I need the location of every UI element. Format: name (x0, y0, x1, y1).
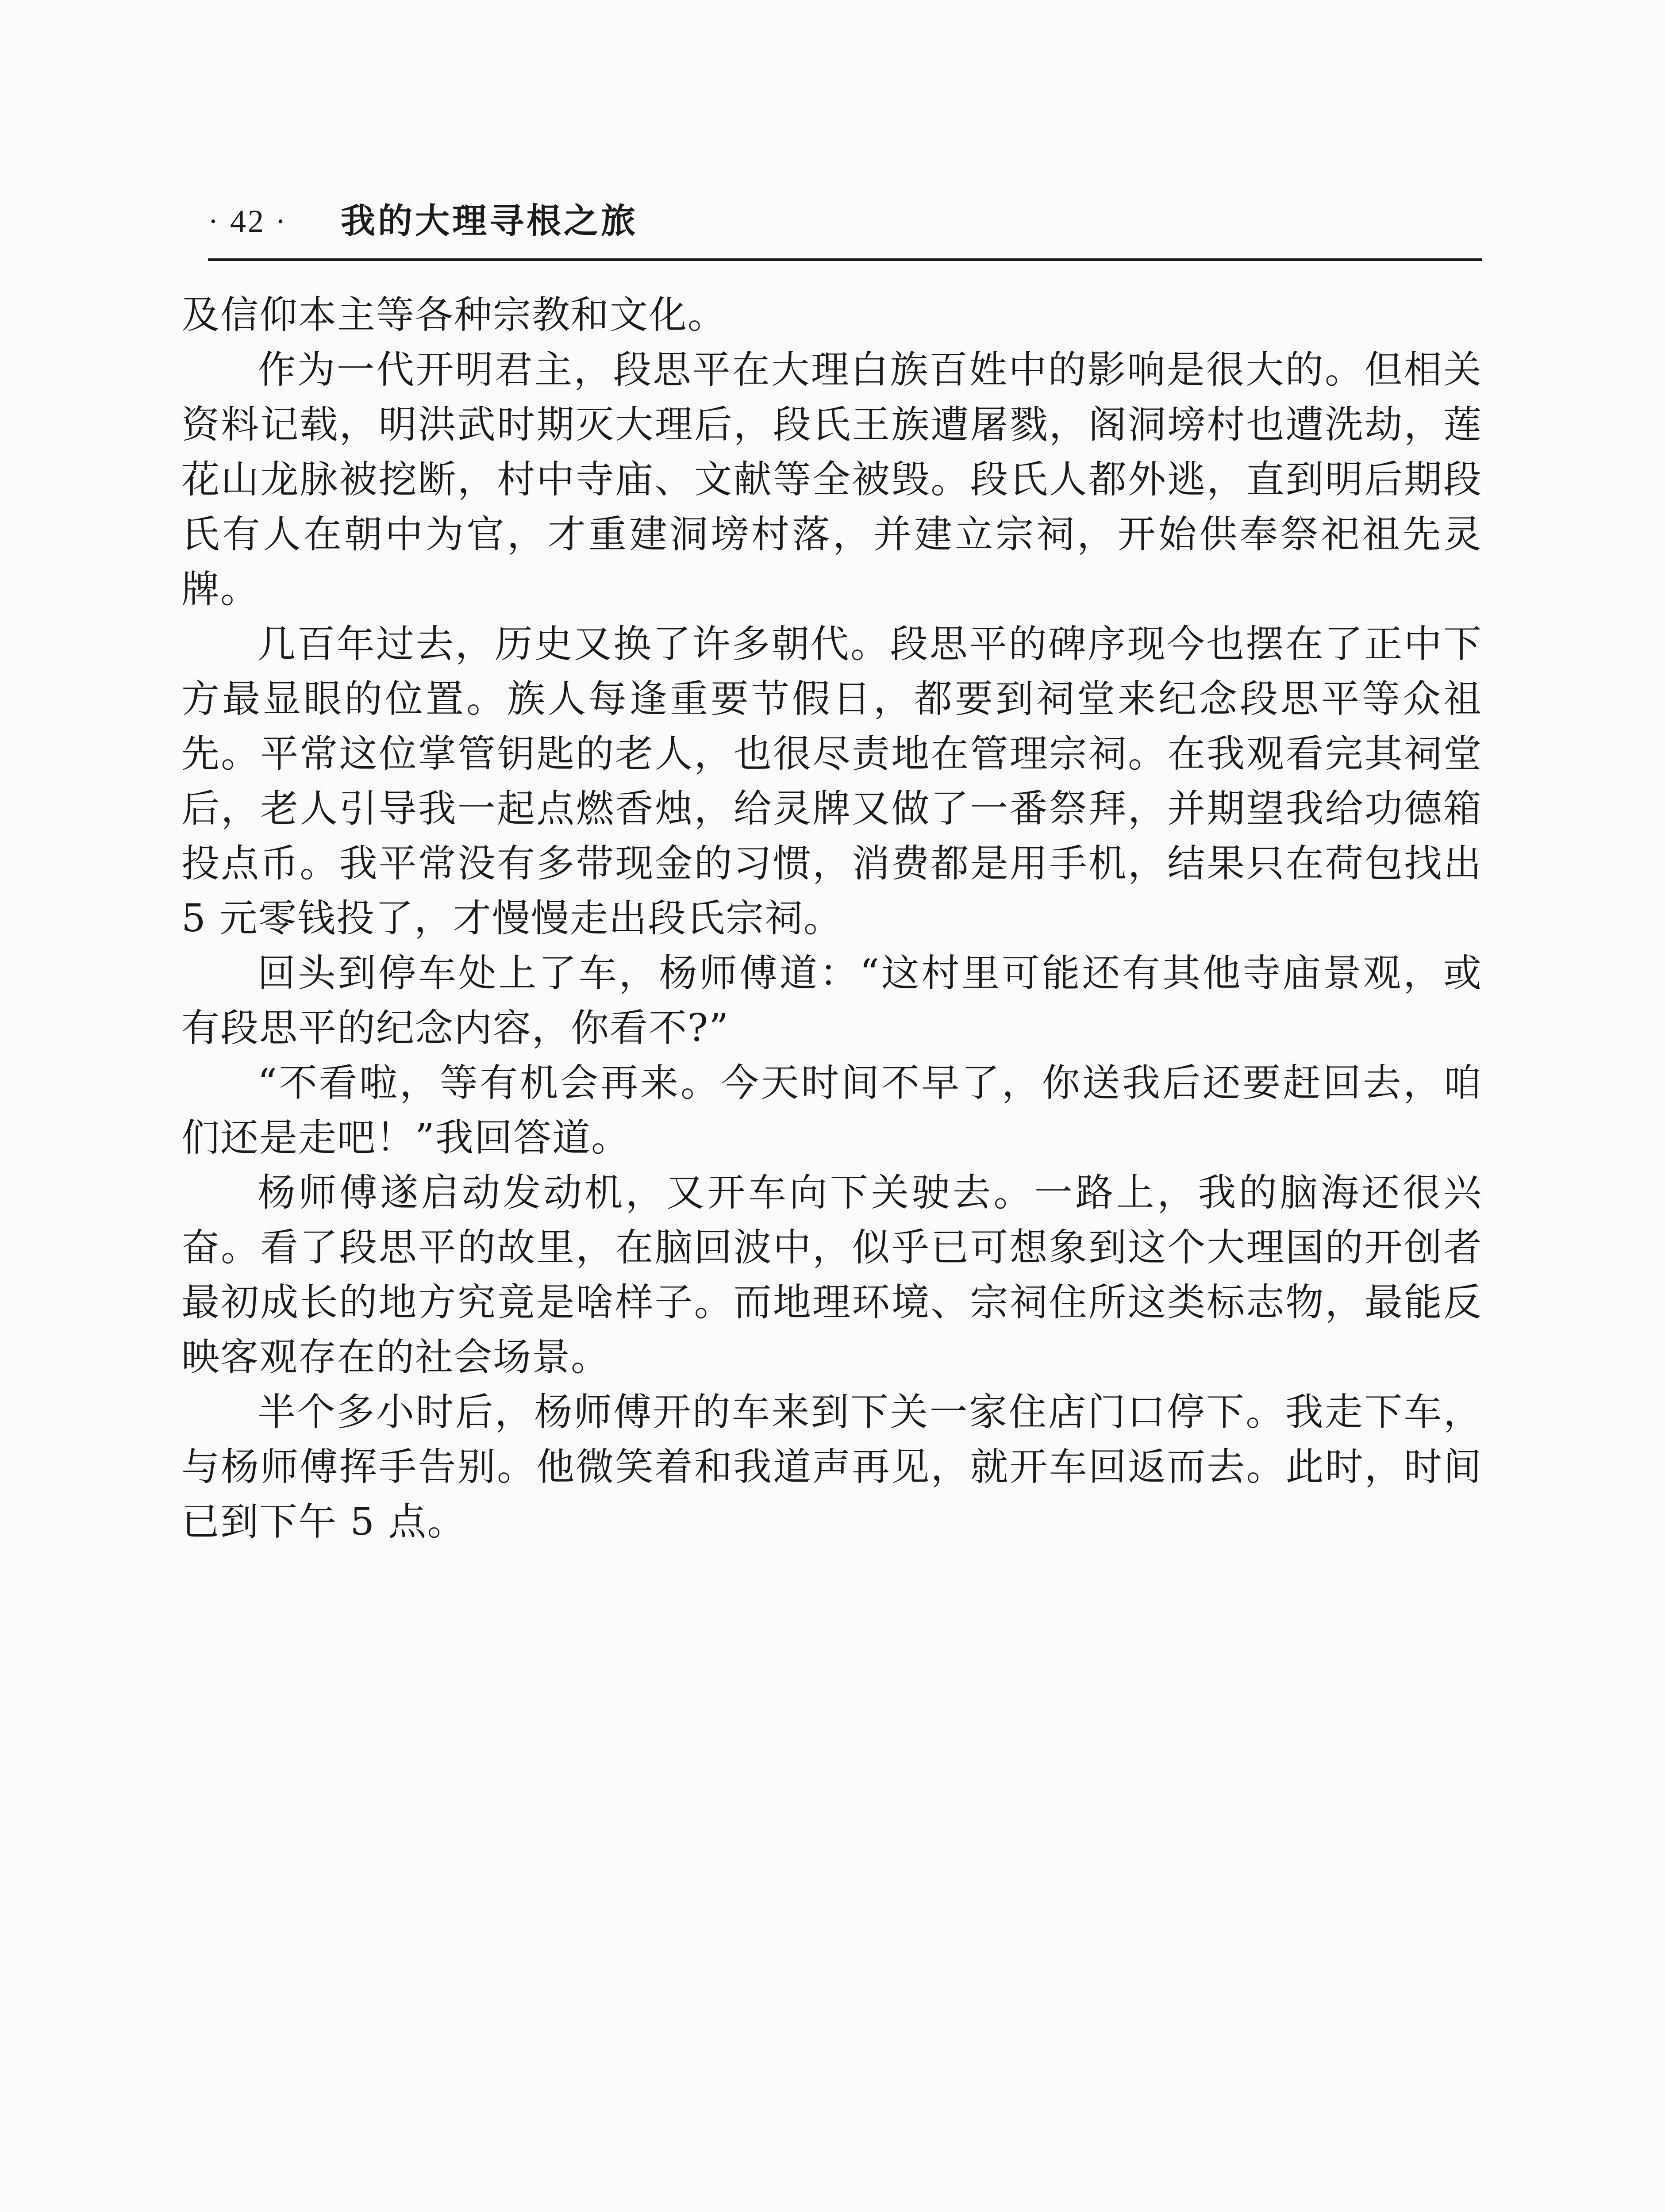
paragraph-1: 及信仰本主等各种宗教和文化。 (181, 293, 727, 337)
header-divider (208, 258, 1482, 261)
page-number: · 42 · (208, 204, 288, 239)
paragraph-2: 作为一代开明君主，段思平在大理白族百姓中的影响是很大的。但相关资料记载，明洪武时期灭大理后，段氏王族遭屠戮，阁洞塝村也遭洗劫，莲花山龙脉被挖断，村中寺庙、文献等全被毁。段氏人都外逃，直到明后期段氏有人在朝中为官，才重建洞塝村落，并建立宗祠，开始供奉祭祀祖先灵牌。 (181, 348, 1482, 611)
paragraph-4: 回头到停车处上了车，杨师傅道：“这村里可能还有其他寺庙景观，或有段思平的纪念内容，你看不?” (181, 951, 1482, 1050)
paragraph-3: 几百年过去，历史又换了许多朝代。段思平的碑序现今也摆在了正中下方最显眼的位置。族人每逢重要节假日，都要到祠堂来纪念段思平等众祖先。平常这位掌管钥匙的老人，也很尽责地在管理宗祠。在我观看完其祠堂后，老人引导我一起点燃香烛，给灵牌又做了一番祭拜，并期望我给功德箱投点币。我平常没有多带现金的习惯，消费都是用手机，结果只在荷包找出 5 元零钱投了，才慢慢走出段氏宗祠。 (181, 622, 1482, 941)
running-header (208, 186, 1482, 261)
running-title: 我的大理寻根之旅 (341, 201, 638, 241)
paragraph-6: 杨师傅遂启动发动机，又开车向下关驶去。一路上，我的脑海还很兴奋。看了段思平的故里，在脑回波中，似乎已可想象到这个大理国的开创者最初成长的地方究竟是啥样子。而地理环境、宗祠住所这类标志物，最能反映客观存在的社会场景。 (181, 1171, 1482, 1379)
paragraph-7: 半个多小时后，杨师傅开的车来到下关一家住店门口停下。我走下车，与杨师傅挥手告别。他微笑着和我道声再见，就开车回返而去。此时，时间已到下午 5 点。 (181, 1390, 1482, 1544)
body-text (181, 288, 1482, 1549)
paragraph-5: “不看啦，等有机会再来。今天时间不早了，你送我后还要赶回去，咱们还是走吧！”我回答道。 (181, 1061, 1482, 1160)
